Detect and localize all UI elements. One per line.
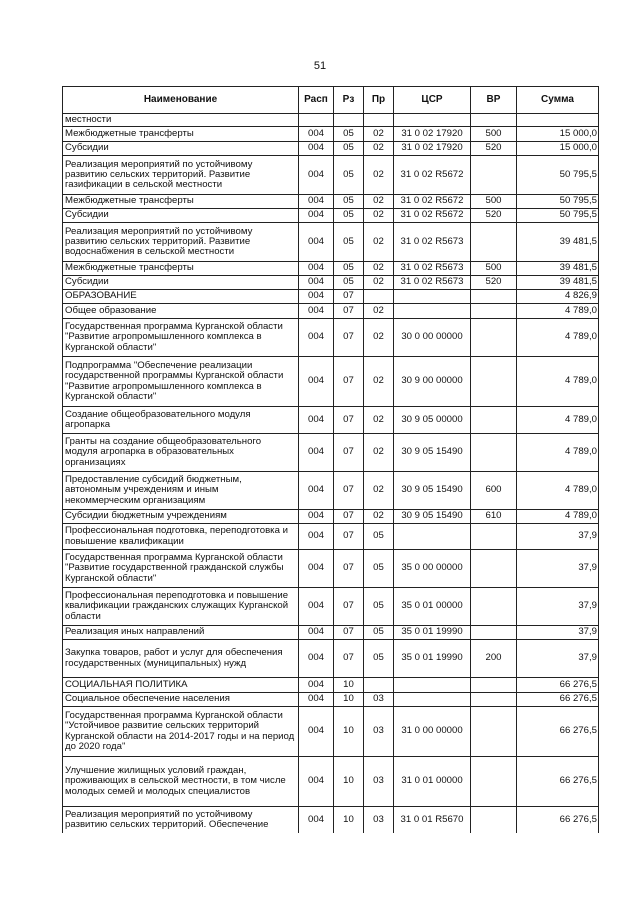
cell-rz: 05 (334, 142, 364, 156)
cell-csr: 31 0 02 17920 (394, 142, 471, 156)
cell-name: Субсидии (63, 276, 299, 290)
table-row (63, 550, 599, 588)
cell-sum: 4 789,0 (517, 304, 599, 319)
cell-pr: 02 (364, 195, 394, 209)
cell-sum: 4 789,0 (517, 357, 599, 407)
cell-pr: 05 (364, 588, 394, 626)
cell-sum: 4 789,0 (517, 407, 599, 434)
cell-sum: 4 789,0 (517, 434, 599, 472)
cell-vr (471, 707, 517, 757)
cell-pr: 05 (364, 550, 394, 588)
cell-rz: 10 (334, 707, 364, 757)
cell-rz: 10 (334, 807, 364, 833)
cell-name: Межбюджетные трансферты (63, 195, 299, 209)
cell-name: Общее образование (63, 304, 299, 319)
cell-pr: 02 (364, 223, 394, 262)
cell-vr (471, 434, 517, 472)
cell-pr (364, 678, 394, 693)
cell-rz: 07 (334, 524, 364, 550)
cell-name: СОЦИАЛЬНАЯ ПОЛИТИКА (63, 678, 299, 693)
cell-pr: 02 (364, 510, 394, 524)
cell-sum: 15 000,0 (517, 127, 599, 142)
cell-name: Улучшение жилищных условий граждан, проживающих в сельской местности, в том числе молодых семей и молодых специалистов (63, 757, 299, 807)
cell-csr: 31 0 02 R5673 (394, 223, 471, 262)
cell-sum: 66 276,5 (517, 757, 599, 807)
cell-csr: 30 9 05 15490 (394, 510, 471, 524)
cell-pr: 02 (364, 319, 394, 357)
cell-pr: 02 (364, 156, 394, 195)
cell-rasp: 004 (299, 588, 334, 626)
cell-rasp: 004 (299, 693, 334, 707)
cell-rz: 07 (334, 472, 364, 510)
cell-csr (394, 693, 471, 707)
cell-csr: 31 0 01 00000 (394, 757, 471, 807)
cell-rasp: 004 (299, 434, 334, 472)
cell-csr: 35 0 01 00000 (394, 588, 471, 626)
cell-rasp: 004 (299, 678, 334, 693)
cell-sum: 50 795,5 (517, 156, 599, 195)
cell-name: Подпрограмма "Обеспечение реализации государственной программы Курганской области "Развитие агропромышленного комплекса в Курганской области" (63, 357, 299, 407)
cell-pr: 02 (364, 262, 394, 276)
cell-csr (394, 678, 471, 693)
cell-name: Создание общеобразовательного модуля агропарка (63, 407, 299, 434)
cell-pr (364, 114, 394, 127)
cell-csr (394, 524, 471, 550)
cell-vr (471, 524, 517, 550)
cell-sum: 4 789,0 (517, 510, 599, 524)
cell-rz: 05 (334, 223, 364, 262)
table-row (63, 588, 599, 626)
cell-csr: 31 0 02 17920 (394, 127, 471, 142)
cell-vr (471, 807, 517, 833)
cell-vr: 610 (471, 510, 517, 524)
table-row (63, 127, 599, 142)
cell-sum: 37,9 (517, 640, 599, 678)
table-row (63, 472, 599, 510)
cell-pr: 02 (364, 142, 394, 156)
cell-pr: 02 (364, 434, 394, 472)
cell-rasp: 004 (299, 127, 334, 142)
cell-rz: 07 (334, 407, 364, 434)
cell-name: Профессиональная переподготовка и повышение квалификации гражданских служащих Курганской области (63, 588, 299, 626)
cell-rz: 10 (334, 693, 364, 707)
cell-pr: 02 (364, 304, 394, 319)
cell-vr (471, 290, 517, 304)
cell-pr: 05 (364, 640, 394, 678)
cell-name: Профессиональная подготовка, переподготовка и повышение квалификации (63, 524, 299, 550)
table-row (63, 678, 599, 693)
cell-sum: 37,9 (517, 588, 599, 626)
cell-rz: 10 (334, 757, 364, 807)
cell-vr (471, 550, 517, 588)
cell-sum: 15 000,0 (517, 142, 599, 156)
cell-sum: 66 276,5 (517, 693, 599, 707)
cell-csr (394, 290, 471, 304)
header-name: Наименование (63, 87, 299, 114)
cell-rz: 07 (334, 550, 364, 588)
cell-pr: 05 (364, 524, 394, 550)
cell-csr: 35 0 01 19990 (394, 626, 471, 640)
cell-name: Субсидии (63, 209, 299, 223)
cell-name: местности (63, 114, 299, 127)
cell-rasp: 004 (299, 407, 334, 434)
table-row (63, 195, 599, 209)
table-row (63, 114, 599, 127)
cell-sum (517, 114, 599, 127)
table-row (63, 510, 599, 524)
cell-name: Социальное обеспечение населения (63, 693, 299, 707)
cell-name: Государственная программа Курганской области "Развитие агропромышленного комплекса в Курганской области" (63, 319, 299, 357)
cell-name: Субсидии (63, 142, 299, 156)
table-row (63, 223, 599, 262)
table-row (63, 757, 599, 807)
cell-rasp: 004 (299, 524, 334, 550)
cell-rz: 05 (334, 127, 364, 142)
cell-rz: 07 (334, 588, 364, 626)
cell-vr: 520 (471, 209, 517, 223)
cell-rasp (299, 114, 334, 127)
cell-sum: 66 276,5 (517, 707, 599, 757)
cell-pr: 03 (364, 693, 394, 707)
table-body (63, 114, 599, 833)
cell-rasp: 004 (299, 472, 334, 510)
cell-csr: 35 0 01 19990 (394, 640, 471, 678)
cell-pr (364, 290, 394, 304)
cell-name: Государственная программа Курганской области "Устойчивое развитие сельских территорий Курганской области на 2014-2017 годы и на период до 2020 года" (63, 707, 299, 757)
cell-rz: 10 (334, 678, 364, 693)
cell-vr: 500 (471, 262, 517, 276)
cell-csr: 30 9 05 15490 (394, 472, 471, 510)
cell-csr: 31 0 00 00000 (394, 707, 471, 757)
cell-name: Межбюджетные трансферты (63, 127, 299, 142)
header-vr: ВР (471, 87, 517, 114)
cell-rasp: 004 (299, 290, 334, 304)
cell-rasp: 004 (299, 640, 334, 678)
cell-rasp: 004 (299, 757, 334, 807)
header-rz: Рз (334, 87, 364, 114)
cell-vr (471, 156, 517, 195)
cell-csr: 31 0 02 R5672 (394, 195, 471, 209)
header-sum: Сумма (517, 87, 599, 114)
table-header-row (63, 87, 599, 114)
cell-rasp: 004 (299, 626, 334, 640)
cell-sum: 66 276,5 (517, 678, 599, 693)
cell-pr: 02 (364, 127, 394, 142)
cell-rasp: 004 (299, 223, 334, 262)
table-row (63, 209, 599, 223)
cell-csr: 30 9 05 00000 (394, 407, 471, 434)
cell-pr: 02 (364, 407, 394, 434)
cell-csr: 35 0 00 00000 (394, 550, 471, 588)
cell-rasp: 004 (299, 142, 334, 156)
cell-rasp: 004 (299, 276, 334, 290)
cell-pr: 03 (364, 707, 394, 757)
cell-csr: 31 0 02 R5673 (394, 276, 471, 290)
cell-rasp: 004 (299, 156, 334, 195)
cell-pr: 03 (364, 807, 394, 833)
cell-csr (394, 114, 471, 127)
cell-rz: 05 (334, 262, 364, 276)
cell-csr: 31 0 02 R5672 (394, 156, 471, 195)
cell-name: Закупка товаров, работ и услуг для обеспечения государственных (муниципальных) нужд (63, 640, 299, 678)
table-row (63, 626, 599, 640)
cell-rz: 05 (334, 276, 364, 290)
table-row (63, 357, 599, 407)
cell-sum: 37,9 (517, 524, 599, 550)
cell-rasp: 004 (299, 304, 334, 319)
cell-pr: 02 (364, 357, 394, 407)
cell-rz: 05 (334, 209, 364, 223)
cell-rz: 07 (334, 434, 364, 472)
page-number: 51 (313, 60, 327, 72)
cell-sum: 4 826,9 (517, 290, 599, 304)
cell-rz: 07 (334, 304, 364, 319)
table-row (63, 276, 599, 290)
cell-pr: 02 (364, 276, 394, 290)
cell-rz: 07 (334, 319, 364, 357)
cell-pr: 02 (364, 472, 394, 510)
cell-rz: 07 (334, 290, 364, 304)
cell-pr: 02 (364, 209, 394, 223)
table-row (63, 807, 599, 833)
cell-sum: 37,9 (517, 626, 599, 640)
cell-csr: 31 0 01 R5670 (394, 807, 471, 833)
cell-pr: 05 (364, 626, 394, 640)
cell-pr: 03 (364, 757, 394, 807)
cell-rz: 07 (334, 626, 364, 640)
cell-csr: 31 0 02 R5672 (394, 209, 471, 223)
cell-rasp: 004 (299, 807, 334, 833)
table-row (63, 640, 599, 678)
cell-rz: 07 (334, 640, 364, 678)
cell-vr: 500 (471, 127, 517, 142)
cell-sum: 50 795,5 (517, 195, 599, 209)
cell-rasp: 004 (299, 510, 334, 524)
cell-name: Реализация мероприятий по устойчивому развитию сельских территорий. Развитие газификации в сельской местности (63, 156, 299, 195)
header-pr: Пр (364, 87, 394, 114)
cell-name: ОБРАЗОВАНИЕ (63, 290, 299, 304)
cell-vr (471, 757, 517, 807)
cell-csr: 31 0 02 R5673 (394, 262, 471, 276)
cell-vr: 500 (471, 195, 517, 209)
table-row (63, 434, 599, 472)
cell-vr (471, 588, 517, 626)
cell-vr: 200 (471, 640, 517, 678)
cell-rz: 07 (334, 510, 364, 524)
cell-vr (471, 223, 517, 262)
cell-vr (471, 319, 517, 357)
table-row (63, 524, 599, 550)
cell-vr (471, 407, 517, 434)
cell-name: Субсидии бюджетным учреждениям (63, 510, 299, 524)
cell-rasp: 004 (299, 262, 334, 276)
cell-csr (394, 304, 471, 319)
cell-rasp: 004 (299, 707, 334, 757)
cell-name: Межбюджетные трансферты (63, 262, 299, 276)
cell-vr (471, 114, 517, 127)
cell-rz: 07 (334, 357, 364, 407)
cell-sum: 4 789,0 (517, 319, 599, 357)
cell-csr: 30 9 00 00000 (394, 357, 471, 407)
budget-table (62, 86, 599, 833)
table-row (63, 693, 599, 707)
cell-name: Реализация мероприятий по устойчивому развитию сельских территорий. Обеспечение (63, 807, 299, 833)
table-row (63, 319, 599, 357)
cell-vr (471, 693, 517, 707)
cell-rasp: 004 (299, 550, 334, 588)
cell-name: Гранты на создание общеобразовательного модуля агропарка в образовательных организациях (63, 434, 299, 472)
cell-name: Реализация иных направлений (63, 626, 299, 640)
cell-sum: 37,9 (517, 550, 599, 588)
cell-vr: 520 (471, 276, 517, 290)
cell-sum: 50 795,5 (517, 209, 599, 223)
table-row (63, 707, 599, 757)
cell-sum: 66 276,5 (517, 807, 599, 833)
cell-rasp: 004 (299, 195, 334, 209)
cell-sum: 4 789,0 (517, 472, 599, 510)
cell-name: Предоставление субсидий бюджетным, автономным учреждениям и иным некоммерческим организациям (63, 472, 299, 510)
header-csr: ЦСР (394, 87, 471, 114)
header-rasp: Расп (299, 87, 334, 114)
cell-vr: 520 (471, 142, 517, 156)
table-row (63, 156, 599, 195)
cell-name: Государственная программа Курганской области "Развитие государственной гражданской службы Курганской области" (63, 550, 299, 588)
cell-csr: 30 0 00 00000 (394, 319, 471, 357)
cell-rasp: 004 (299, 357, 334, 407)
table-row (63, 290, 599, 304)
cell-sum: 39 481,5 (517, 262, 599, 276)
cell-rz (334, 114, 364, 127)
cell-rz: 05 (334, 156, 364, 195)
cell-vr (471, 357, 517, 407)
cell-csr: 30 9 05 15490 (394, 434, 471, 472)
cell-vr (471, 304, 517, 319)
cell-vr: 600 (471, 472, 517, 510)
table-row (63, 304, 599, 319)
cell-sum: 39 481,5 (517, 276, 599, 290)
cell-name: Реализация мероприятий по устойчивому развитию сельских территорий. Развитие водоснабжения в сельской местности (63, 223, 299, 262)
cell-rz: 05 (334, 195, 364, 209)
table-row (63, 142, 599, 156)
table-row (63, 407, 599, 434)
cell-sum: 39 481,5 (517, 223, 599, 262)
cell-vr (471, 678, 517, 693)
table-row (63, 262, 599, 276)
cell-vr (471, 626, 517, 640)
cell-rasp: 004 (299, 209, 334, 223)
cell-rasp: 004 (299, 319, 334, 357)
